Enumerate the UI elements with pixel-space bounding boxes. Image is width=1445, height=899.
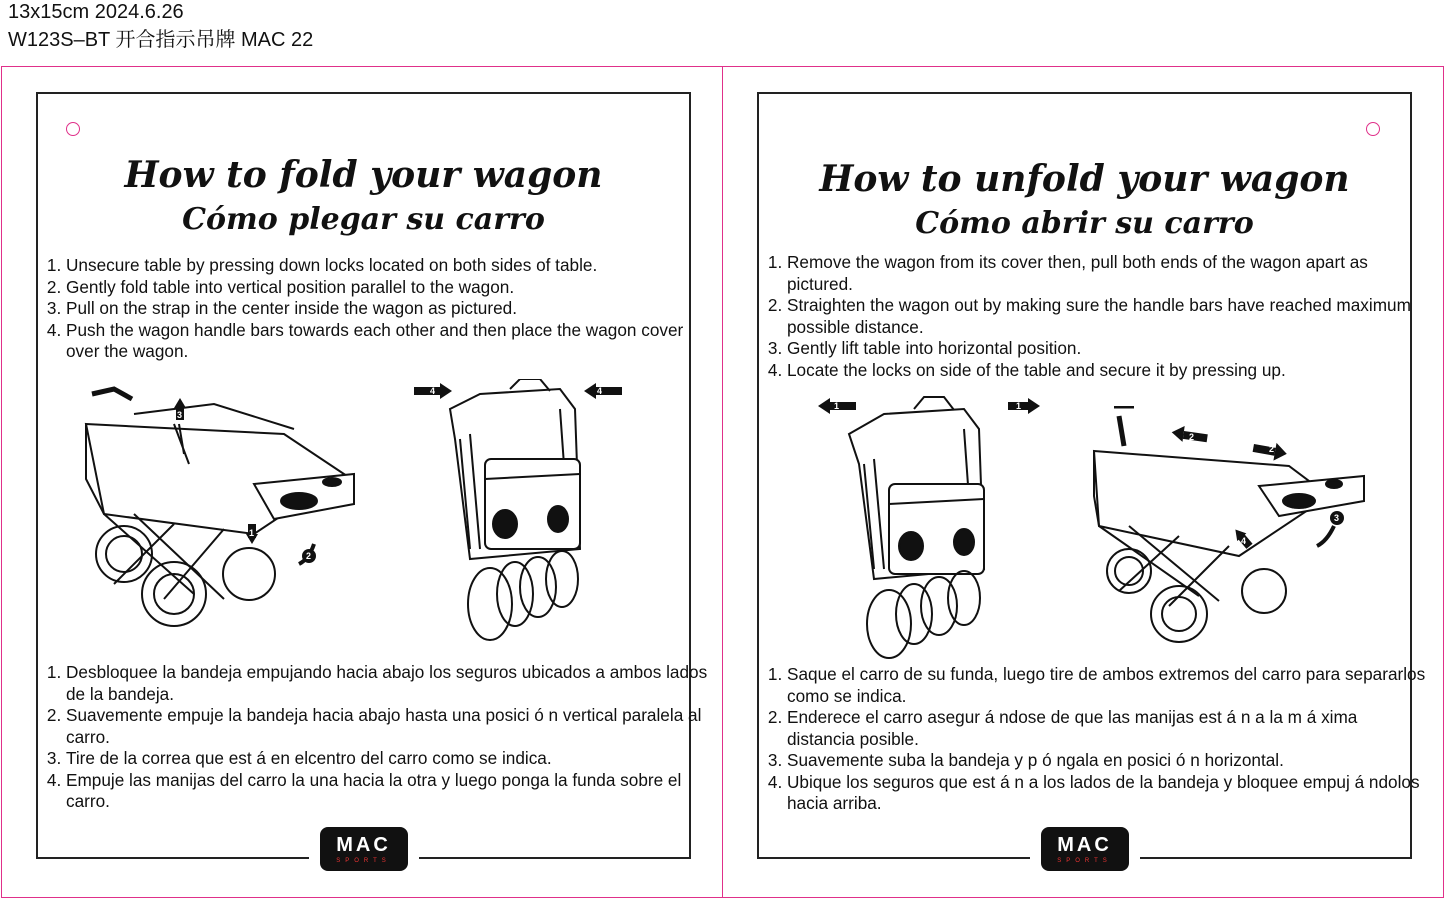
list-item: 2. Suavemente empuje la bandeja hacia abajo hasta una posici ó n vertical paralela al carro.	[66, 705, 716, 748]
step-marker-2b: 2	[1269, 444, 1275, 454]
list-item: 4. Ubique los seguros que est á n a los lados de la bandeja y bloquee empuj á ndolos hacia arriba.	[787, 772, 1427, 815]
fold-steps-spanish	[18, 662, 716, 813]
folded-wagon-pull-illustration	[814, 394, 1044, 659]
list-item: 3. Tire de la correa que est á en elcentro del carro como se indica.	[66, 748, 716, 770]
step-marker-1: 1	[249, 528, 255, 538]
open-wagon-fold-illustration	[74, 384, 364, 644]
fold-title-english: How to fold your wagon	[124, 154, 603, 196]
list-item: 4. Push the wagon handle bars towards each other and then place the wagon cover over the wagon.	[66, 320, 706, 363]
step-marker-1b: 1	[1016, 401, 1022, 411]
list-item: 2. Gently fold table into vertical position parallel to the wagon.	[66, 277, 706, 299]
fold-instructions-card	[36, 92, 708, 864]
list-item: 2. Straighten the wagon out by making sure the handle bars have reached maximum possible distance.	[787, 295, 1417, 338]
folded-wagon-illustration	[410, 379, 630, 649]
step-marker-2: 2	[306, 551, 312, 561]
list-item: 2. Enderece el carro asegur á ndose de que las manijas est á n a la m á xima distancia posible.	[787, 707, 1427, 750]
hang-hole-icon	[66, 122, 80, 136]
list-item: 3. Pull on the strap in the center inside the wagon as pictured.	[66, 298, 706, 320]
logo-area	[759, 827, 1410, 871]
step-marker-1a: 1	[834, 401, 840, 411]
step-marker-3: 3	[1334, 513, 1340, 523]
list-item: 3. Suavemente suba la bandeja y p ó ngala en posici ó n horizontal.	[787, 750, 1427, 772]
logo-subtext: SPORTS	[1057, 858, 1112, 864]
list-item: 4. Locate the locks on side of the table and secure it by pressing up.	[787, 360, 1417, 382]
list-item: 1. Desbloquee la bandeja empujando hacia abajo los seguros ubicados a ambos lados de la bandeja.	[66, 662, 716, 705]
unfold-instructions-card	[757, 92, 1426, 864]
logo-wordmark: MAC	[1057, 834, 1112, 856]
step-marker-4: 4	[1241, 536, 1247, 546]
fold-steps-english	[18, 255, 706, 363]
list-item: 1. Saque el carro de su funda, luego tire de ambos extremos del carro para separarlos como se indica.	[787, 664, 1427, 707]
unfold-steps-spanish	[739, 664, 1427, 815]
list-item: 4. Empuje las manijas del carro la una hacia la otra y luego ponga la funda sobre el carro.	[66, 770, 716, 813]
step-marker-4b: 4	[597, 386, 603, 396]
unfold-title-spanish: Cómo abrir su carro	[915, 206, 1254, 241]
logo-area	[38, 827, 689, 871]
step-marker-2a: 2	[1189, 432, 1195, 442]
mac-sports-logo	[320, 827, 408, 871]
list-item: 1. Unsecure table by pressing down locks located on both sides of table.	[66, 255, 706, 277]
spec-line-size-date: 13x15cm 2024.6.26	[8, 1, 184, 23]
list-item: 1. Remove the wagon from its cover then, pull both ends of the wagon apart as pictured.	[787, 252, 1417, 295]
spec-line-model: W123S–BT 开合指示吊牌 MAC 22	[8, 29, 314, 51]
logo-subtext: SPORTS	[336, 858, 391, 864]
fold-title-spanish: Cómo plegar su carro	[182, 202, 545, 237]
logo-wordmark: MAC	[336, 834, 391, 856]
list-item: 3. Gently lift table into horizontal position.	[787, 338, 1417, 360]
hang-hole-icon	[1366, 122, 1380, 136]
unfold-title-english: How to unfold your wagon	[819, 158, 1350, 200]
mac-sports-logo	[1041, 827, 1129, 871]
unfolded-wagon-illustration	[1089, 406, 1369, 646]
step-marker-4a: 4	[430, 386, 436, 396]
step-marker-3: 3	[177, 410, 183, 420]
unfold-steps-english	[739, 252, 1417, 381]
